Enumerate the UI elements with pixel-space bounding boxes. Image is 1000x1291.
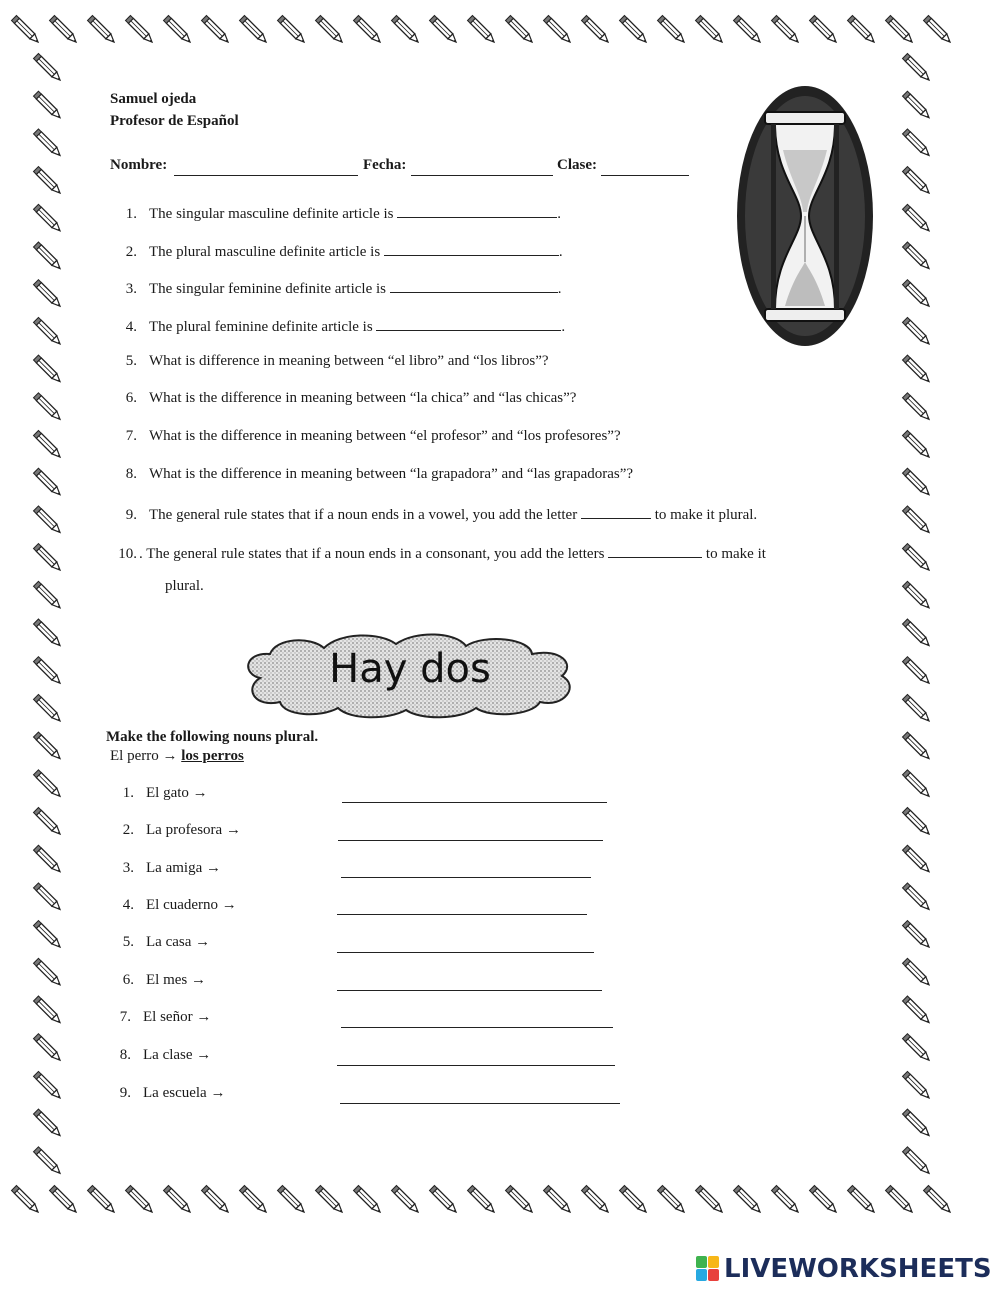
pencil-icon <box>696 16 725 45</box>
item-word: La profesora → <box>146 822 241 838</box>
pencil-icon <box>392 16 421 45</box>
pencil-icon <box>34 883 63 912</box>
pencil-icon <box>772 16 801 45</box>
item-word: La escuela → <box>143 1085 226 1101</box>
question-10 <box>111 543 766 563</box>
logo-mark-icon <box>696 1256 720 1282</box>
pencil-icon <box>582 1186 611 1215</box>
fecha-field[interactable] <box>411 175 553 176</box>
question-8 <box>111 466 633 483</box>
item-word: El cuaderno → <box>146 897 237 913</box>
pencil-icon <box>34 694 63 723</box>
pencil-icon <box>34 958 63 987</box>
pencil-icon <box>34 921 63 950</box>
question-suffix: to make it plural. <box>654 507 758 523</box>
pencil-icon <box>903 657 932 686</box>
pencil-icon <box>658 1186 687 1215</box>
item-number: 8. <box>119 1047 131 1063</box>
pencil-icon <box>903 280 932 309</box>
pencil-icon <box>810 1186 839 1215</box>
plural-item-5 <box>108 934 210 951</box>
pencil-icon <box>903 431 932 460</box>
pencil-icon <box>34 204 63 233</box>
pencil-icon <box>34 91 63 120</box>
clase-field[interactable] <box>601 175 689 176</box>
pencil-icon <box>903 1147 932 1176</box>
pencil-icon <box>316 16 345 45</box>
liveworksheets-logo[interactable] <box>696 1254 992 1284</box>
plural-item-8 <box>105 1047 211 1064</box>
item-number: 2. <box>122 822 134 838</box>
question-number: 6. <box>125 390 137 406</box>
answer-blank[interactable] <box>390 278 558 293</box>
pencil-icon <box>430 16 459 45</box>
pencil-icon <box>430 1186 459 1215</box>
pencil-icon <box>903 732 932 761</box>
plural-instruction: Make the following nouns plural. <box>106 729 319 745</box>
pencil-icon <box>164 1186 193 1215</box>
plural-item-4 <box>108 897 237 914</box>
answer-blank[interactable] <box>608 543 702 558</box>
plural-answer-4[interactable] <box>337 914 587 915</box>
pencil-icon <box>903 1034 932 1063</box>
pencil-icon <box>202 1186 231 1215</box>
pencil-icon <box>903 393 932 422</box>
pencil-icon <box>202 16 231 45</box>
item-number: 1. <box>122 785 134 801</box>
pencil-icon <box>903 204 932 233</box>
pencil-icon <box>903 468 932 497</box>
pencil-icon <box>903 355 932 384</box>
pencil-icon <box>903 506 932 535</box>
pencil-icon <box>34 1034 63 1063</box>
question-text: . The general rule states that if a noun ends in a consonant, you add the letters <box>139 546 605 562</box>
pencil-icon <box>34 770 63 799</box>
pencil-icon <box>50 16 79 45</box>
pencil-icon <box>88 16 117 45</box>
pencil-icon <box>903 54 932 83</box>
item-number: 5. <box>122 934 134 950</box>
question-number: 3. <box>125 281 137 297</box>
question-3 <box>111 278 562 298</box>
pencil-icon <box>544 1186 573 1215</box>
pencil-icon <box>903 167 932 196</box>
pencil-icon <box>903 996 932 1025</box>
question-text: The singular masculine definite article is <box>149 206 394 222</box>
pencil-icon <box>34 317 63 346</box>
pencil-icon <box>886 16 915 45</box>
plural-answer-5[interactable] <box>337 952 594 953</box>
pencil-icon <box>903 619 932 648</box>
question-number: 1. <box>125 206 137 222</box>
pencil-icon <box>34 54 63 83</box>
pencil-icon <box>903 581 932 610</box>
item-word: El señor → <box>143 1009 212 1025</box>
question-9 <box>111 504 757 524</box>
question-text: What is the difference in meaning between “el profesor” and “los profesores”? <box>149 428 621 444</box>
plural-item-1 <box>108 785 208 802</box>
pencil-icon <box>34 1147 63 1176</box>
question-text: The plural masculine definite article is <box>149 244 381 260</box>
pencil-icon <box>392 1186 421 1215</box>
question-2 <box>111 241 563 261</box>
pencil-icon <box>278 16 307 45</box>
pencil-icon <box>240 1186 269 1215</box>
item-number: 3. <box>122 860 134 876</box>
pencil-icon <box>34 468 63 497</box>
pencil-icon <box>903 544 932 573</box>
question-7 <box>111 428 621 445</box>
question-6 <box>111 390 576 407</box>
pencil-icon <box>164 16 193 45</box>
pencil-icon <box>848 1186 877 1215</box>
plural-example <box>110 748 244 765</box>
pencil-icon <box>620 16 649 45</box>
pencil-icon <box>240 16 269 45</box>
plural-item-7 <box>105 1009 211 1026</box>
item-word: El mes → <box>146 972 206 988</box>
plural-answer-3[interactable] <box>341 877 591 878</box>
pencil-icon <box>468 16 497 45</box>
pencil-icon <box>582 16 611 45</box>
pencil-icon <box>34 732 63 761</box>
pencil-icon <box>354 16 383 45</box>
pencil-icon <box>126 16 155 45</box>
question-number: 7. <box>125 428 137 444</box>
pencil-icon <box>468 1186 497 1215</box>
pencil-icon <box>903 883 932 912</box>
pencil-icon <box>903 958 932 987</box>
pencil-icon <box>278 1186 307 1215</box>
pencil-icon <box>34 393 63 422</box>
clase-label: Clase: <box>557 157 597 173</box>
arrow-icon: → <box>162 748 178 764</box>
question-1 <box>111 203 561 223</box>
plural-item-2 <box>108 822 241 839</box>
fecha-label: Fecha: <box>363 157 407 173</box>
pencil-icon <box>354 1186 383 1215</box>
pencil-icon <box>34 280 63 309</box>
question-suffix: . <box>557 281 562 297</box>
pencil-icon <box>12 1186 41 1215</box>
section-title: Hay dos <box>329 646 491 692</box>
question-text: The plural feminine definite article is <box>149 319 373 335</box>
pencil-icon <box>50 1186 79 1215</box>
answer-blank[interactable] <box>581 504 651 519</box>
pencil-icon <box>544 16 573 45</box>
pencil-icon <box>903 1071 932 1100</box>
question-number: 8. <box>125 466 137 482</box>
pencil-icon <box>903 808 932 837</box>
question-text: What is difference in meaning between “el libro” and “los libros”? <box>149 353 549 369</box>
plural-item-9 <box>105 1085 225 1102</box>
question-number: 9. <box>125 507 137 523</box>
item-word: La clase → <box>143 1047 212 1063</box>
answer-blank[interactable] <box>376 316 561 331</box>
pencil-icon <box>903 921 932 950</box>
item-number: 7. <box>119 1009 131 1025</box>
pencil-icon <box>658 16 687 45</box>
pencil-icon <box>12 16 41 45</box>
pencil-icon <box>903 694 932 723</box>
pencil-icon <box>88 1186 117 1215</box>
item-word: La casa → <box>146 934 211 950</box>
plural-answer-8[interactable] <box>337 1065 615 1066</box>
pencil-icon <box>620 1186 649 1215</box>
pencil-icon <box>886 1186 915 1215</box>
question-suffix: . <box>561 319 566 335</box>
item-number: 9. <box>119 1085 131 1101</box>
pencil-icon <box>848 16 877 45</box>
pencil-icon <box>34 242 63 271</box>
pencil-icon <box>903 91 932 120</box>
question-number: 4. <box>125 319 137 335</box>
question-text: What is the difference in meaning between “la grapadora” and “las grapadoras”? <box>149 466 634 482</box>
pencil-icon <box>903 845 932 874</box>
question-number: 10. <box>118 546 137 562</box>
nombre-field[interactable] <box>174 175 358 176</box>
question-suffix: to make it <box>705 546 766 562</box>
plural-answer-9[interactable] <box>340 1103 620 1104</box>
question-text: The singular feminine definite article is <box>149 281 386 297</box>
pencil-icon <box>34 167 63 196</box>
item-word: La amiga → <box>146 860 221 876</box>
brand-name: LIVEWORKSHEETS <box>724 1254 992 1284</box>
pencil-icon <box>34 129 63 158</box>
hourglass-image <box>735 84 875 349</box>
question-suffix: . <box>558 244 563 260</box>
question-number: 2. <box>125 244 137 260</box>
item-number: 4. <box>122 897 134 913</box>
plural-item-6 <box>108 972 206 989</box>
item-number: 6. <box>122 972 134 988</box>
pencil-icon <box>34 657 63 686</box>
answer-blank[interactable] <box>384 241 559 256</box>
question-text: The general rule states that if a noun ends in a vowel, you add the letter <box>149 507 578 523</box>
pencil-icon <box>810 16 839 45</box>
pencil-icon <box>34 355 63 384</box>
plural-answer-7[interactable] <box>341 1027 613 1028</box>
pencil-icon <box>903 317 932 346</box>
pencil-icon <box>903 129 932 158</box>
pencil-icon <box>734 16 763 45</box>
plural-answer-2[interactable] <box>338 840 603 841</box>
pencil-icon <box>506 1186 535 1215</box>
pencil-icon <box>34 619 63 648</box>
pencil-icon <box>34 506 63 535</box>
pencil-icon <box>34 845 63 874</box>
question-number: 5. <box>125 353 137 369</box>
pencil-icon <box>126 1186 155 1215</box>
pencil-icon <box>34 544 63 573</box>
pencil-icon <box>903 1109 932 1138</box>
pencil-icon <box>734 1186 763 1215</box>
pencil-icon <box>903 242 932 271</box>
teacher-title: Profesor de Español <box>110 113 239 129</box>
pencil-icon <box>903 770 932 799</box>
question-text: What is the difference in meaning between “la chica” and “las chicas”? <box>149 390 577 406</box>
pencil-icon <box>34 1109 63 1138</box>
item-word: El gato → <box>146 785 208 801</box>
question-5 <box>111 353 549 370</box>
question-suffix: . <box>557 206 561 222</box>
plural-answer-6[interactable] <box>337 990 602 991</box>
teacher-name: Samuel ojeda <box>110 91 197 107</box>
nombre-label: Nombre: <box>110 157 168 173</box>
question-4 <box>111 316 565 336</box>
pencil-icon <box>696 1186 725 1215</box>
pencil-icon <box>34 1071 63 1100</box>
example-word: El perro <box>110 748 159 764</box>
question-10-continuation: plural. <box>165 578 204 594</box>
pencil-icon <box>34 808 63 837</box>
pencil-icon <box>34 581 63 610</box>
pencil-icon <box>924 16 953 45</box>
pencil-icon <box>316 1186 345 1215</box>
pencil-icon <box>924 1186 953 1215</box>
pencil-icon <box>34 996 63 1025</box>
pencil-icon <box>34 431 63 460</box>
example-answer: los perros <box>181 748 244 764</box>
plural-item-3 <box>108 860 221 877</box>
answer-blank[interactable] <box>397 203 557 218</box>
pencil-icon <box>506 16 535 45</box>
plural-answer-1[interactable] <box>342 802 607 803</box>
pencil-icon <box>772 1186 801 1215</box>
